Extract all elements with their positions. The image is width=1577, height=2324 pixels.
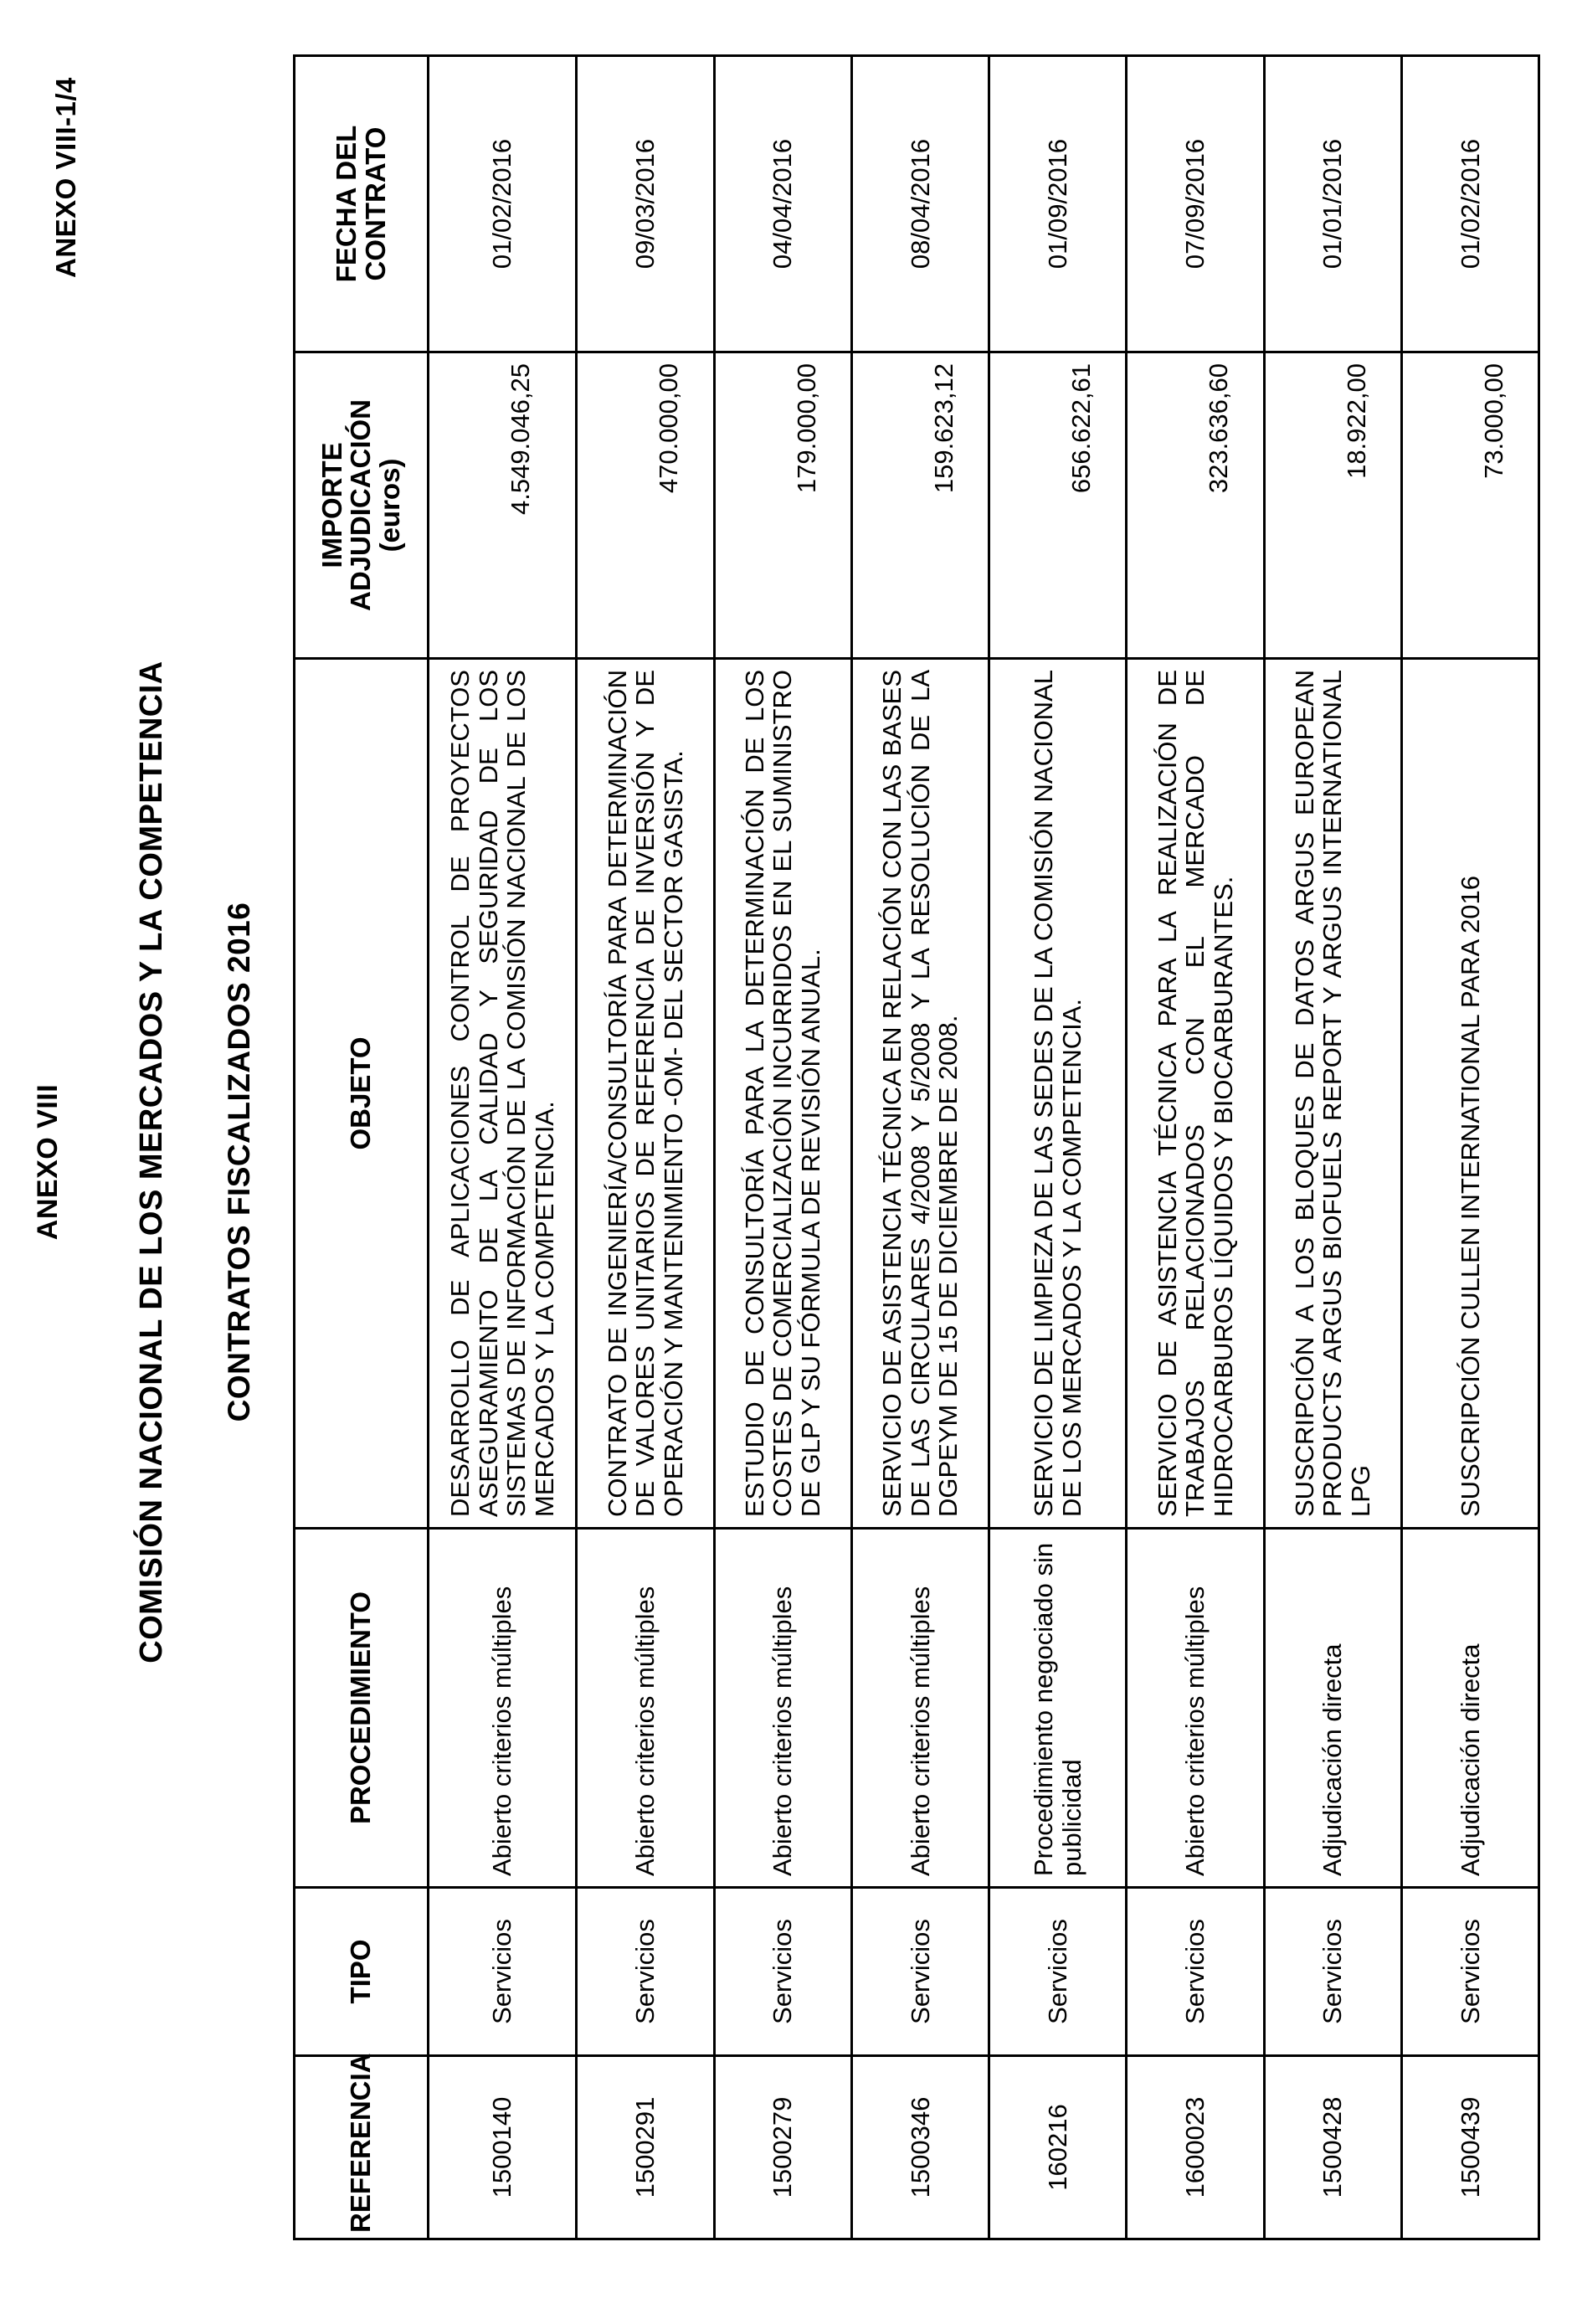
fecha-cell: 01/01/2016 [1264, 56, 1401, 352]
objeto-cell: DESARROLLO DE APLICACIONES CONTROL DE PROYECTOS ASEGURAMIENTO DE LA CALIDAD Y SEGURIDAD DE LOS SISTEMAS DE INFORMACIÓN DE LA COMISIÓN NACIONAL DE LOS MERCADOS Y LA COMPETENCIA. [429, 659, 577, 1529]
fecha-cell: 04/04/2016 [714, 56, 851, 352]
tipo-cell: Servicios [1264, 1888, 1401, 2056]
column-header-referencia: REFERENCIA [295, 2056, 429, 2239]
table-row [714, 56, 851, 2239]
column-header-importe: IMPORTE ADJUDICACIÓN (euros) [295, 352, 429, 659]
procedimiento-cell: Abierto criterios múltiples [429, 1529, 577, 1888]
tipo-cell: Servicios [429, 1888, 577, 2056]
column-header-tipo: TIPO [295, 1888, 429, 2056]
procedimiento-cell: Adjudicación directa [1401, 1529, 1538, 1888]
column-header-fecha: FECHA DEL CONTRATO [295, 56, 429, 352]
referencia-cell: 1500140 [429, 2056, 577, 2239]
importe-cell: 159.623,12 [851, 352, 989, 659]
tipo-cell: Servicios [1401, 1888, 1538, 2056]
annex-identifier: ANEXO VIII-1/4 [50, 77, 81, 278]
objeto-cell: SERVICIO DE LIMPIEZA DE LAS SEDES DE LA COMISIÓN NACIONAL DE LOS MERCADOS Y LA COMPETENCIA. [989, 659, 1127, 1529]
tipo-cell: Servicios [989, 1888, 1127, 2056]
procedimiento-cell: Abierto criterios múltiples [1127, 1529, 1264, 1888]
objeto-cell: SERVICIO DE ASISTENCIA TÉCNICA PARA LA REALIZACIÓN DE TRABAJOS RELACIONADOS CON EL MERCADO DE HIDROCARBUROS LÍQUIDOS Y BIOCARBURANTES. [1127, 659, 1264, 1529]
importe-cell: 73.000,00 [1401, 352, 1538, 659]
section-title: CONTRATOS FISCALIZADOS 2016 [222, 902, 256, 1422]
importe-cell: 18.922,00 [1264, 352, 1401, 659]
procedimiento-cell: Abierto criterios múltiples [714, 1529, 851, 1888]
importe-cell: 179.000,00 [714, 352, 851, 659]
table-row [1127, 56, 1264, 2239]
procedimiento-cell: Adjudicación directa [1264, 1529, 1401, 1888]
table-row [1401, 56, 1538, 2239]
table-header-row [295, 56, 429, 2239]
referencia-cell: 160216 [989, 2056, 1127, 2239]
referencia-cell: 1500279 [714, 2056, 851, 2239]
table-row [577, 56, 714, 2239]
table-row [989, 56, 1127, 2239]
tipo-cell: Servicios [577, 1888, 714, 2056]
importe-cell: 470.000,00 [577, 352, 714, 659]
referencia-cell: 1500291 [577, 2056, 714, 2239]
table-row [429, 56, 577, 2239]
objeto-cell: SUSCRIPCIÓN CULLEN INTERNATIONAL PARA 2016 [1401, 659, 1538, 1529]
column-header-procedimiento: PROCEDIMIENTO [295, 1529, 429, 1888]
tipo-cell: Servicios [714, 1888, 851, 2056]
contracts-table [293, 54, 1540, 2240]
procedimiento-cell: Abierto criterios múltiples [851, 1529, 989, 1888]
referencia-cell: 1500439 [1401, 2056, 1538, 2239]
annex-title: ANEXO VIII [32, 1083, 64, 1241]
table-row [1264, 56, 1401, 2239]
tipo-cell: Servicios [1127, 1888, 1264, 2056]
procedimiento-cell: Abierto criterios múltiples [577, 1529, 714, 1888]
fecha-cell: 09/03/2016 [577, 56, 714, 352]
objeto-cell: SERVICIO DE ASISTENCIA TÉCNICA EN RELACIÓN CON LAS BASES DE LAS CIRCULARES 4/2008 Y 5/2008 Y LA RESOLUCIÓN DE LA DGPEYM DE 15 DE DICIEMBRE DE 2008. [851, 659, 989, 1529]
objeto-cell: SUSCRIPCIÓN A LOS BLOQUES DE DATOS ARGUS EUROPEAN PRODUCTS ARGUS BIOFUELS REPORT Y ARGUS INTERNATIONAL LPG [1264, 659, 1401, 1529]
referencia-cell: 1500346 [851, 2056, 989, 2239]
objeto-cell: ESTUDIO DE CONSULTORÍA PARA LA DETERMINACIÓN DE LOS COSTES DE COMERCIALIZACIÓN INCURRIDOS EN EL SUMINISTRO DE GLP Y SU FÓRMULA DE REVISIÓN ANUAL. [714, 659, 851, 1529]
referencia-cell: 1600023 [1127, 2056, 1264, 2239]
fecha-cell: 01/09/2016 [989, 56, 1127, 352]
table-row [851, 56, 989, 2239]
procedimiento-cell: Procedimiento negociado sin publicidad [989, 1529, 1127, 1888]
objeto-cell: CONTRATO DE INGENIERÍA/CONSULTORÍA PARA DETERMINACIÓN DE VALORES UNITARIOS DE REFERENCIA DE INVERSIÓN Y DE OPERACIÓN Y MANTENIMIENTO -OM- DEL SECTOR GASISTA. [577, 659, 714, 1529]
fecha-cell: 01/02/2016 [429, 56, 577, 352]
tipo-cell: Servicios [851, 1888, 989, 2056]
importe-cell: 323.636,60 [1127, 352, 1264, 659]
importe-cell: 656.622,61 [989, 352, 1127, 659]
column-header-objeto: OBJETO [295, 659, 429, 1529]
fecha-cell: 08/04/2016 [851, 56, 989, 352]
fecha-cell: 07/09/2016 [1127, 56, 1264, 352]
fecha-cell: 01/02/2016 [1401, 56, 1538, 352]
importe-cell: 4.549.046,25 [429, 352, 577, 659]
referencia-cell: 1500428 [1264, 2056, 1401, 2239]
entity-title: COMISIÓN NACIONAL DE LOS MERCADOS Y LA COMPETENCIA [134, 661, 169, 1663]
